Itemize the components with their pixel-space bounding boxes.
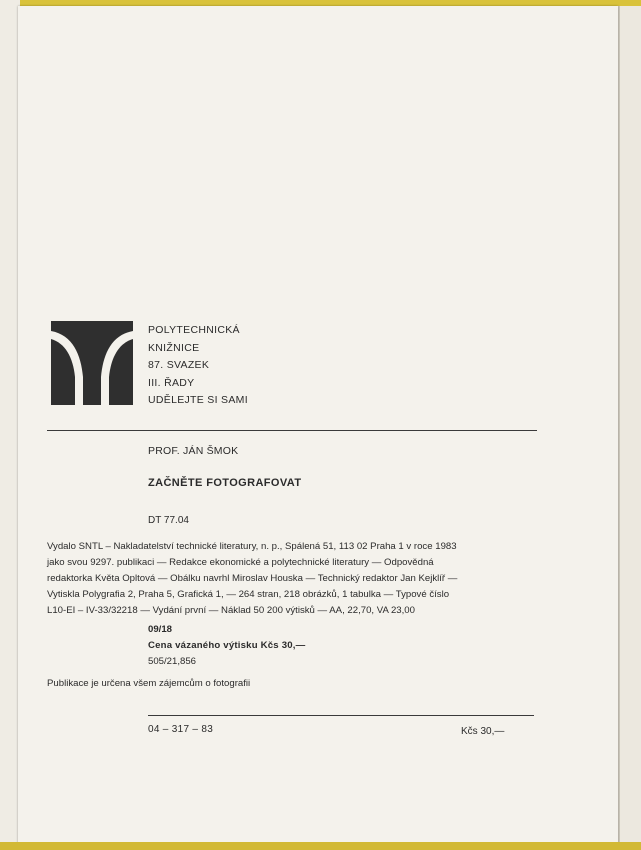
imprint-line: L10-EI – IV-33/32218 — Vydání první — Náklad 50 200 výtisků — AA, 22,70, VA 23,00 (47, 605, 415, 616)
imprint-line: redaktorka Květa Opltová — Obálku navrhl Miroslav Houska — Technický redaktor Jan Kejklíř — (47, 573, 458, 584)
series-line: UDĚLEJTE SI SAMI (148, 394, 248, 406)
publication-code: 04 – 317 – 83 (148, 724, 214, 735)
series-line: KNIŽNICE (148, 341, 200, 354)
series-line: POLYTECHNICKÁ (148, 324, 240, 336)
right-page-edge (618, 6, 641, 844)
footer-price: Kčs 30,— (461, 726, 505, 737)
imprint-paragraph (47, 539, 541, 619)
dt-classification: DT 77.04 (148, 515, 189, 526)
imprint-line: Vytiskla Polygrafia 2, Praha 5, Grafická 1, — 264 stran, 218 obrázků, 1 tabulka — Typové číslo (47, 589, 450, 600)
book-page (18, 6, 618, 844)
bottom-yellow-band (0, 842, 641, 850)
book-title: ZAČNĚTE FOTOGRAFOVAT (148, 477, 302, 489)
price-label: Cena vázaného výtisku Kčs 30,— (148, 640, 306, 651)
page-fold-line (618, 6, 620, 844)
price-number: 505/21,856 (148, 656, 197, 667)
author-name: PROF. JÁN ŠMOK (148, 445, 239, 457)
imprint-line: Vydalo SNTL – Nakladatelství technické literatury, n. p., Spálená 51, 113 02 Praha 1 v roce 1983 (47, 541, 457, 552)
series-line: III. ŘADY (148, 376, 195, 389)
divider-rule-top (47, 430, 537, 431)
polytechnic-library-logo (51, 321, 133, 405)
price-code: 09/18 (148, 624, 173, 635)
divider-rule-bottom (148, 715, 534, 716)
series-line: 87. SVAZEK (148, 359, 210, 371)
left-page-edge (0, 0, 20, 850)
series-info (148, 322, 248, 410)
audience-note: Publikace je určena všem zájemcům o fotografii (47, 678, 251, 689)
imprint-line: jako svou 9297. publikaci — Redakce ekonomické a polytechnické literatury — Odpovědná (47, 557, 434, 568)
